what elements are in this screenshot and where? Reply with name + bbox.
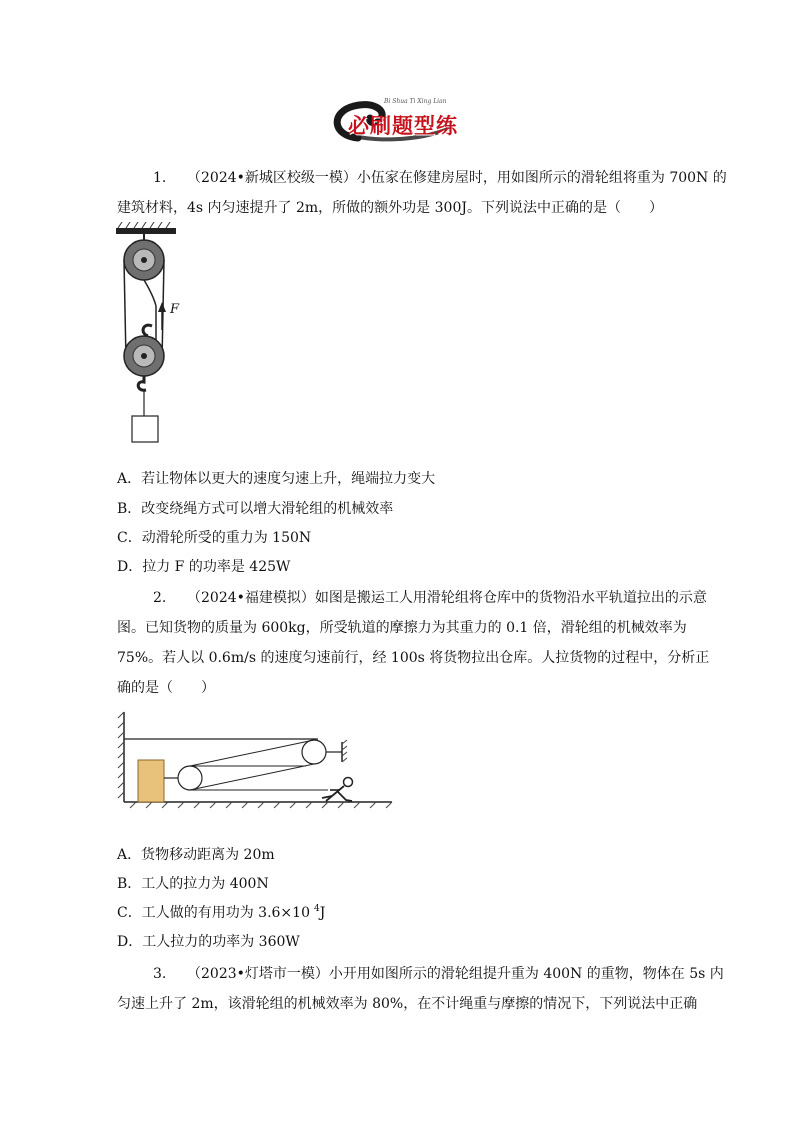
header-logo <box>328 98 468 144</box>
question-2-line-1: 2. （2024•福建模拟）如图是搬运工人用滑轮组将仓库中的货物沿水平轨道拉出的示意 <box>153 585 707 611</box>
question-2-line-4: 确的是（ ） <box>117 680 215 696</box>
question-2-line-3: 75%。若人以 0.6m/s 的速度匀速前行，经 100s 将货物拉出仓库。人拉货物的过程中，分析正 <box>117 650 710 666</box>
question-2-number: 2. <box>153 590 167 606</box>
question-3-line-2: 匀速上升了 2m，该滑轮组的机械效率为 80%，在不计绳重与摩擦的情况下，下列说法中正确 <box>117 996 698 1012</box>
question-1-line-1: 1. （2024•新城区校级一模）小伍家在修建房屋时，用如图所示的滑轮组将重为 700N 的 <box>153 165 727 191</box>
figure-2-warehouse-pulley <box>116 710 396 810</box>
force-label-f: F <box>170 302 180 317</box>
question-1-line-2: 建筑材料，4s 内匀速提升了 2m，所做的额外功是 300J。下列说法中正确的是（ ） <box>117 200 663 216</box>
q2-option-b: B．工人的拉力为 400N <box>117 876 269 892</box>
logo-title: 必刷题型练 <box>348 114 458 138</box>
q1-option-a: A．若让物体以更大的速度匀速上升，绳端拉力变大 <box>117 471 436 487</box>
q1-option-c: C．动滑轮所受的重力为 150N <box>117 530 312 546</box>
logo-script: Bi Shua Ti Xing Lian <box>384 98 447 105</box>
q2-option-c: C．工人做的有用功为 3.6×10 $^4$J <box>117 904 326 921</box>
question-2-line-2: 图。已知货物的质量为 600kg，所受轨道的摩擦力为其重力的 0.1 倍，滑轮组的机械效率为 <box>117 620 687 636</box>
question-1-number: 1. <box>153 170 167 186</box>
question-3-number: 3. <box>153 966 167 982</box>
q1-option-d: D．拉力 F 的功率是 425W <box>117 559 291 575</box>
pulley-diagram-2 <box>116 710 396 810</box>
pulley-diagram-1 <box>112 222 202 448</box>
question-3-line-1: 3. （2023•灯塔市一模）小开用如图所示的滑轮组提升重为 400N 的重物，物体在 5s 内 <box>153 961 724 987</box>
q1-option-b: B．改变绕绳方式可以增大滑轮组的机械效率 <box>117 501 394 517</box>
q2-option-d: D．工人拉力的功率为 360W <box>117 934 300 950</box>
q2-option-c-exponent: 4 <box>313 904 320 915</box>
q2-option-a: A．货物移动距离为 20m <box>117 847 275 863</box>
figure-1-pulley <box>112 222 202 448</box>
